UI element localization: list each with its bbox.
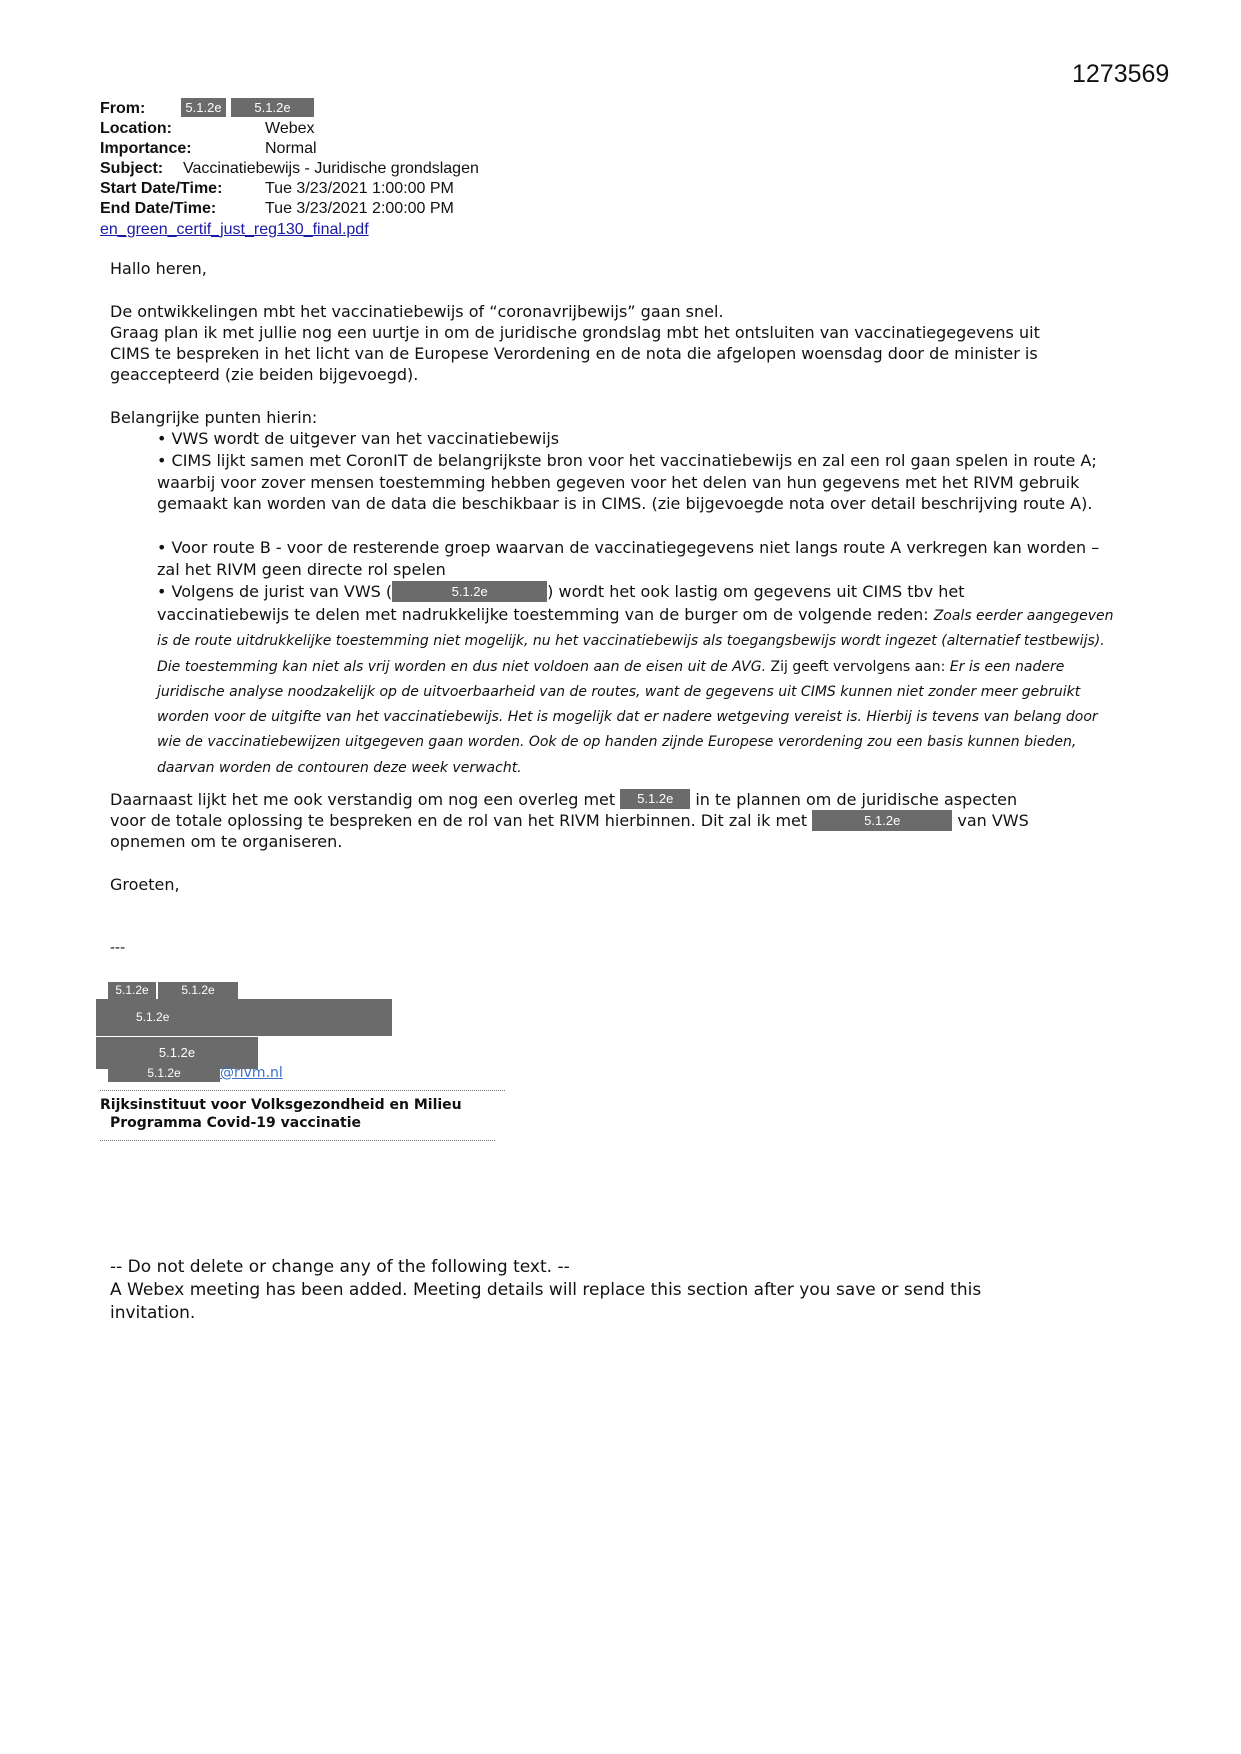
email-link[interactable]: @rivm.nl [220,1065,283,1081]
subject-value: Vaccinatiebewijs - Juridische grondslagen [183,160,479,177]
redaction-box: 5.1.2e [96,999,392,1036]
program-name: Programma Covid-19 vaccinatie [110,1115,362,1131]
location-label: Location: [100,120,172,137]
bullet-item: • Voor route B - voor de resterende groep waarvan de vaccinatiegegevens niet langs route A verkregen kan worden – zal het RIVM geen directe rol spelen [157,538,1100,579]
points-intro: Belangrijke punten hierin: [110,408,318,427]
importance-label: Importance: [100,140,192,157]
divider [100,1140,495,1141]
redaction-box: 5.1.2e [812,810,952,831]
body-line [110,789,1017,810]
bullet-text: Zij geeft vervolgens aan: [766,658,950,675]
separator: --- [110,940,126,956]
start-label: Start Date/Time: [100,180,223,197]
subject-label: Subject: [100,160,164,177]
body-text: in te plannen om de juridische aspecten [695,790,1018,809]
bullet-item: • VWS wordt de uitgever van het vaccinatiebewijs [157,429,560,448]
location-value: Webex [265,120,315,137]
importance-value: Normal [265,140,317,157]
closing: Groeten, [110,875,180,894]
body-text: van VWS [957,811,1029,830]
bullet-text: vaccinatiebewijs te delen met nadrukkelijke toestemming van de burger om de volgende reden: [157,605,934,624]
end-label: End Date/Time: [100,200,217,217]
redaction-box: 5.1.2e [108,982,156,999]
body-line: CIMS te bespreken in het licht van de Europese Verordening en de nota die afgelopen woensdag door de minister is [110,344,1038,363]
start-value: Tue 3/23/2021 1:00:00 PM [265,180,454,197]
bullet-item: • CIMS lijkt samen met CoronIT de belangrijkste bron voor het vaccinatiebewijs en zal een rol gaan spelen in route A; waarbij voor zover mensen toestemming hebben gegeven voor het delen van hun gegevens met het RIVM gebruik gemaakt kan worden van de data die beschikbaar is in CIMS. (zie bijgevoegde nota over detail beschrijving route A). [157,451,1097,513]
divider [100,1090,505,1091]
footer-line: invitation. [110,1303,196,1323]
attachment-link[interactable]: en_green_certif_just_reg130_final.pdf [100,221,369,238]
body-line [110,810,1029,831]
redaction-box: 5.1.2e [620,789,690,809]
bullet-paragraph [157,603,1117,780]
bullet-text: ) wordt het ook lastig om gegevens uit CIMS tbv het [547,582,965,601]
body-line: Graag plan ik met jullie nog een uurtje in om de juridische grondslag mbt het ontsluiten van vaccinatiegegevens uit [110,323,1040,342]
bullet-item [157,581,1117,603]
body-line: opnemen om te organiseren. [110,832,343,851]
body-line: De ontwikkelingen mbt het vaccinatiebewijs of “coronavrijbewijs” gaan snel. [110,302,724,321]
bullet-text: • Volgens de jurist van VWS ( [157,582,393,601]
greeting: Hallo heren, [110,259,207,278]
document-id: 1273569 [1072,60,1170,88]
body-text: voor de totale oplossing te bespreken en de rol van het RIVM hierbinnen. Dit zal ik met [110,811,808,830]
redaction-box: 5.1.2e [181,98,226,117]
redaction-box: 5.1.2e [96,1037,258,1069]
redaction-box: 5.1.2e [158,982,238,999]
end-value: Tue 3/23/2021 2:00:00 PM [265,200,454,217]
quote-text: Zoals eerder aangegeven is de route uitdrukkelijke toestemming niet mogelijk, nu het vaccinatiebewijs als toegangsbewijs wordt ingezet (alternatief testbewijs). Die toestemming kan niet als vrij worden en dus niet voldoen aan de eisen uit de AVG. [157,608,1114,675]
footer-line: -- Do not delete or change any of the following text. -- [110,1257,570,1277]
redaction-box: 5.1.2e [231,98,314,117]
body-text: Daarnaast lijkt het me ook verstandig om nog een overleg met [110,790,616,809]
redaction-box: 5.1.2e [108,1064,220,1082]
body-line: geaccepteerd (zie beiden bijgevoegd). [110,365,419,384]
quote-text: Er is een nadere juridische analyse noodzakelijk op de uitvoerbaarheid van de routes, want de gegevens uit CIMS kunnen niet zonder meer gebruikt worden voor de uitgifte van het vaccinatiebewijs. Het is mogelijk dat er nadere wetgeving vereist is. Hierbij is tevens van belang door wie de vaccinatiebewijzen uitgegeven gaan worden. Ook de op handen zijnde Europese verordening zou een basis kunnen bieden, daarvan worden de contouren deze week verwacht. [157,658,1098,776]
footer-line: A Webex meeting has been added. Meeting details will replace this section after you save or send this [110,1280,982,1300]
from-label: From: [100,100,146,117]
org-name: Rijksinstituut voor Volksgezondheid en Milieu [100,1097,462,1113]
redaction-box: 5.1.2e [392,581,547,602]
